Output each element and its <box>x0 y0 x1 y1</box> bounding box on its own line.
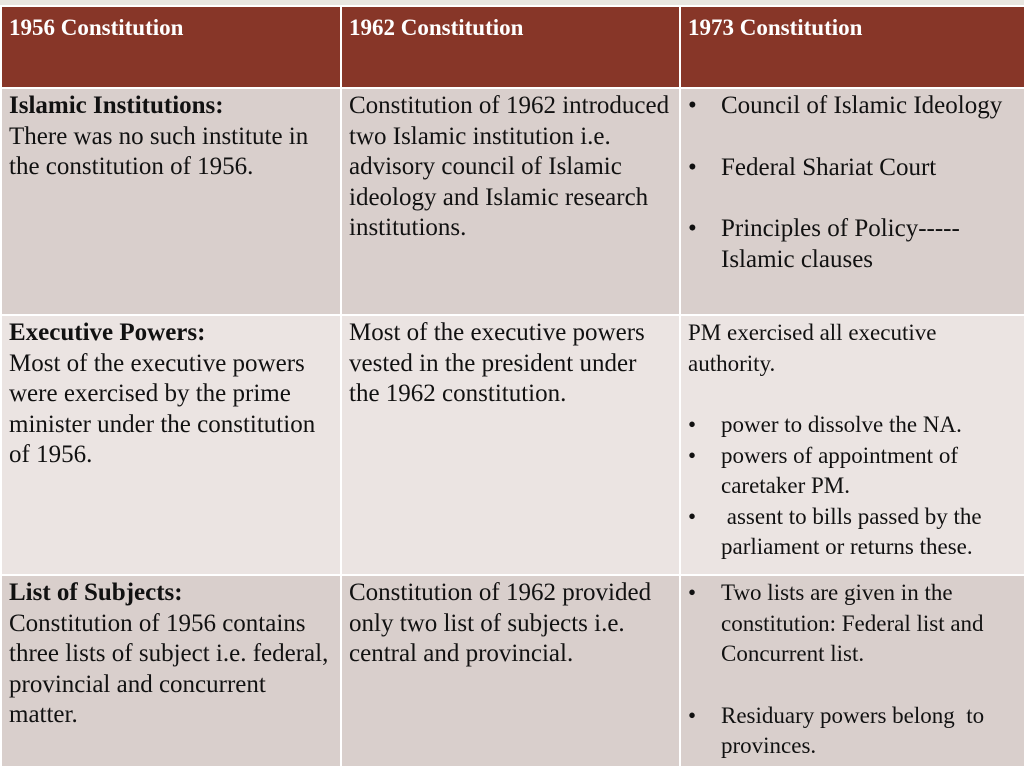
cell-1973-islamic <box>680 88 1024 315</box>
cell-text: Most of the executive powers were exercised by the prime minister under the constitution of 1956. <box>9 349 316 468</box>
cell-1962-islamic <box>341 88 680 315</box>
bullet-icon: • <box>688 215 697 242</box>
list-item: • Federal Shariat Court <box>688 153 1016 184</box>
bullet-icon: • <box>688 503 697 529</box>
list-item: • Residuary powers belong to provinces. <box>688 702 990 758</box>
row-label: Executive Powers: <box>9 319 206 346</box>
list-item: • Two lists are given in the constitution: Federal list and Concurrent list. <box>688 580 984 666</box>
cell-text: Constitution of 1962 introduced two Islamic institution i.e. advisory council of Islamic ideology and Islamic research institutions. <box>349 92 670 241</box>
bullet-icon: • <box>688 412 697 437</box>
table-row-executive-powers <box>1 315 1024 575</box>
list-item: • assent to bills passed by the parliament or returns these. <box>688 503 988 559</box>
cell-1956-executive <box>1 315 341 575</box>
bullet-icon: • <box>688 442 697 468</box>
cell-intro-text: PM exercised all executive authority. <box>688 320 937 376</box>
row-label: Islamic Institutions: <box>9 92 224 119</box>
bullet-icon: • <box>688 580 697 605</box>
cell-1962-subjects <box>341 575 680 767</box>
cell-1962-executive <box>341 315 680 575</box>
cell-text: Constitution of 1962 provided only two list of subjects i.e. central and provincial. <box>349 579 652 667</box>
cell-text: Most of the executive powers vested in the president under the 1962 constitution. <box>349 319 645 407</box>
bullet-icon: • <box>688 92 697 119</box>
table-row-list-of-subjects <box>1 575 1024 767</box>
cell-1973-subjects <box>680 575 1024 767</box>
list-item: • powers of appointment of caretaker PM. <box>688 442 958 498</box>
list-item: • Council of Islamic Ideology <box>688 91 1016 122</box>
bullet-icon: • <box>688 702 697 728</box>
header-1973: 1973 Constitution <box>680 6 1024 88</box>
bullet-icon: • <box>688 153 697 181</box>
header-1956: 1956 Constitution <box>1 6 341 88</box>
list-item: • Principles of Policy-----Islamic clauses <box>688 215 960 273</box>
bullet-list <box>688 578 1016 762</box>
list-item: • power to dissolve the NA. <box>688 410 1016 441</box>
bullet-list <box>688 91 1016 275</box>
cell-text: Constitution of 1956 contains three lists of subject i.e. federal, provincial and concurrent matter. <box>9 609 329 728</box>
header-1962: 1962 Constitution <box>341 6 680 88</box>
row-label: List of Subjects: <box>9 579 183 606</box>
cell-1956-islamic <box>1 88 341 315</box>
cell-1973-executive <box>680 315 1024 575</box>
cell-1956-subjects <box>1 575 341 767</box>
comparison-table <box>0 5 1024 768</box>
header-row <box>1 6 1024 88</box>
cell-text: There was no such institute in the constitution of 1956. <box>9 122 309 180</box>
bullet-list <box>688 410 1016 563</box>
table-row-islamic-institutions <box>1 88 1024 315</box>
